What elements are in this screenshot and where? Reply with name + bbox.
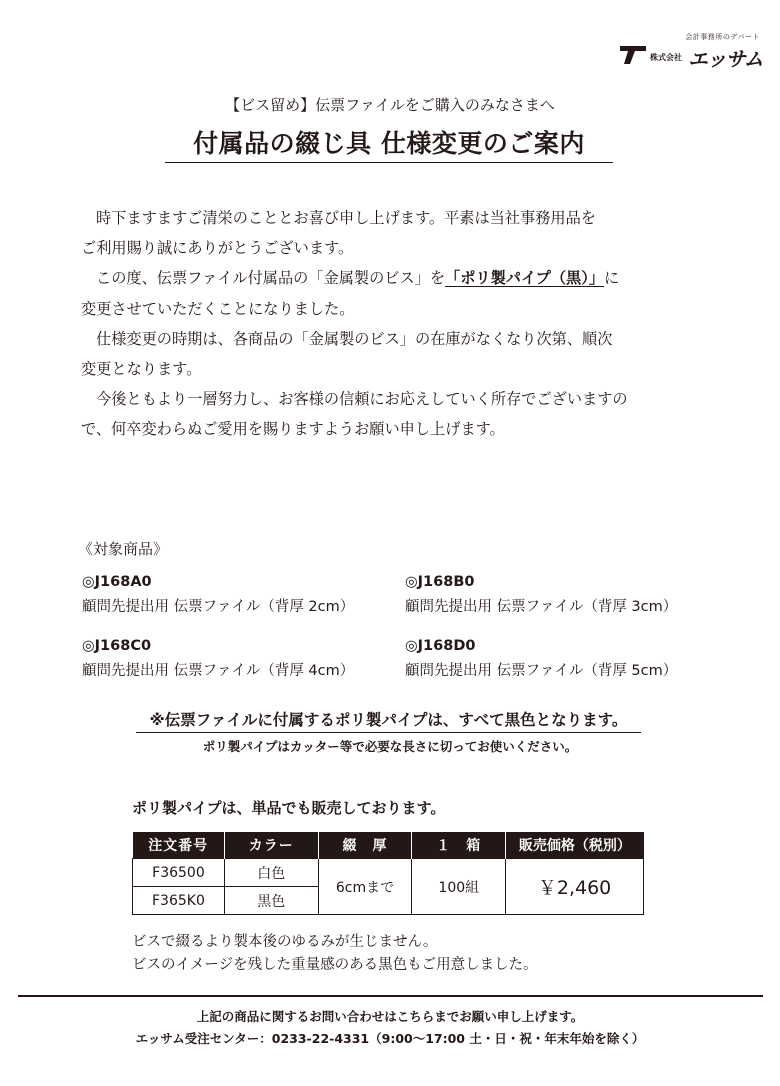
footer-line: 上記の商品に関するお問い合わせはこちらまでお願い申し上げます。: [196, 1009, 584, 1024]
footer-contact: エッサム受注センター：0233-22-4331（9:00～17:00 土・日・祝・年末年始を除く）: [135, 1031, 645, 1046]
col-per-box: １ 箱: [412, 832, 506, 859]
body-line: 変更させていただくことになりました。: [81, 299, 355, 318]
pre-title: 【ビス留め】伝票ファイルをご購入のみなさまへ: [225, 96, 555, 114]
highlight-poly-pipe: 「ポリ製パイプ（黒）」: [445, 269, 605, 288]
product-name: 顧問先提出用 伝票ファイル（背厚 3cm）: [405, 599, 678, 615]
pipe-spec-table: [132, 832, 644, 915]
color-cell: 黒色: [224, 887, 318, 915]
col-color: カラー: [224, 832, 318, 859]
product-item: [405, 634, 677, 684]
body-line: 時下ますますご清栄のこととお喜び申し上げます。平素は当社事務用品を: [96, 209, 596, 227]
body-line: 変更となります。: [81, 360, 202, 379]
body-line: [81, 263, 721, 293]
col-order-no: 注文番号: [133, 832, 225, 859]
essam-logo-mark-icon: [618, 42, 648, 66]
contact-footer: [0, 1006, 780, 1050]
product-name: 顧問先提出用 伝票ファイル（背厚 4cm）: [82, 663, 355, 679]
logo-corp-label: 株式会社: [650, 53, 682, 62]
product-code: ◎J168B0: [405, 574, 475, 590]
color-cell: 白色: [224, 859, 318, 887]
body-line: ご利用賜り誠にありがとうございます。: [81, 239, 354, 258]
product-name: 顧問先提出用 伝票ファイル（背厚 2cm）: [82, 599, 355, 615]
cutting-notice: ポリ製パイプはカッター等で必要な長さに切ってお使いください。: [202, 739, 578, 754]
col-price: 販売価格（税別）: [506, 832, 644, 859]
thickness-cell: 6cmまで: [318, 859, 412, 915]
black-pipe-notice: ※伝票ファイルに付属するポリ製パイプは、すべて黒色となります。: [136, 708, 641, 733]
footer-divider: [18, 995, 763, 997]
price-cell: ￥2,460: [506, 859, 644, 915]
page-title: 付属品の綴じ具 仕様変更のご案内: [165, 124, 613, 163]
body-line: で、何卒変わらぬご愛用を賜りますようお願い申し上げます。: [81, 420, 505, 439]
single-sale-heading: ポリ製パイプは、単品でも販売しております。: [132, 799, 446, 817]
body-line: 仕様変更の時期は、各商品の「金属製のビス」の在庫がなくなり次第、順次: [96, 329, 613, 348]
product-code: ◎J168A0: [82, 574, 152, 590]
per-box-cell: 100組: [412, 859, 506, 915]
remark-line: ビスのイメージを残した重量感のある黒色もご用意しました。: [132, 957, 538, 973]
order-no-cell: F365K0: [133, 887, 225, 915]
body-text-segment: に: [604, 269, 620, 288]
order-no-cell: F36500: [133, 859, 225, 887]
col-thickness: 綴 厚: [318, 832, 412, 859]
product-remarks: [132, 931, 538, 977]
product-name: 顧問先提出用 伝票ファイル（背厚 5cm）: [405, 663, 678, 679]
product-item: [405, 570, 677, 620]
target-products-label: 《対象商品》: [78, 540, 169, 558]
product-item: [82, 634, 354, 684]
product-code: ◎J168D0: [405, 638, 476, 654]
body-line: 今後ともより一層努力し、お客様の信頼にお応えしていく所存でございますの: [96, 390, 628, 409]
company-logo: [614, 32, 764, 71]
table-row: [133, 859, 644, 887]
table-header-row: [133, 832, 644, 859]
logo-brand: エッサム: [688, 47, 763, 71]
remark-line: ビスで綴るより製本後のゆるみが生じません。: [132, 934, 438, 950]
product-item: [82, 570, 354, 620]
product-code: ◎J168C0: [82, 638, 152, 654]
body-text-segment: この度、伝票ファイル付属品の「金属製のビス」を: [96, 269, 446, 288]
announcement-body: [81, 203, 721, 445]
logo-tagline: 会計事務所のデパート: [685, 33, 760, 41]
